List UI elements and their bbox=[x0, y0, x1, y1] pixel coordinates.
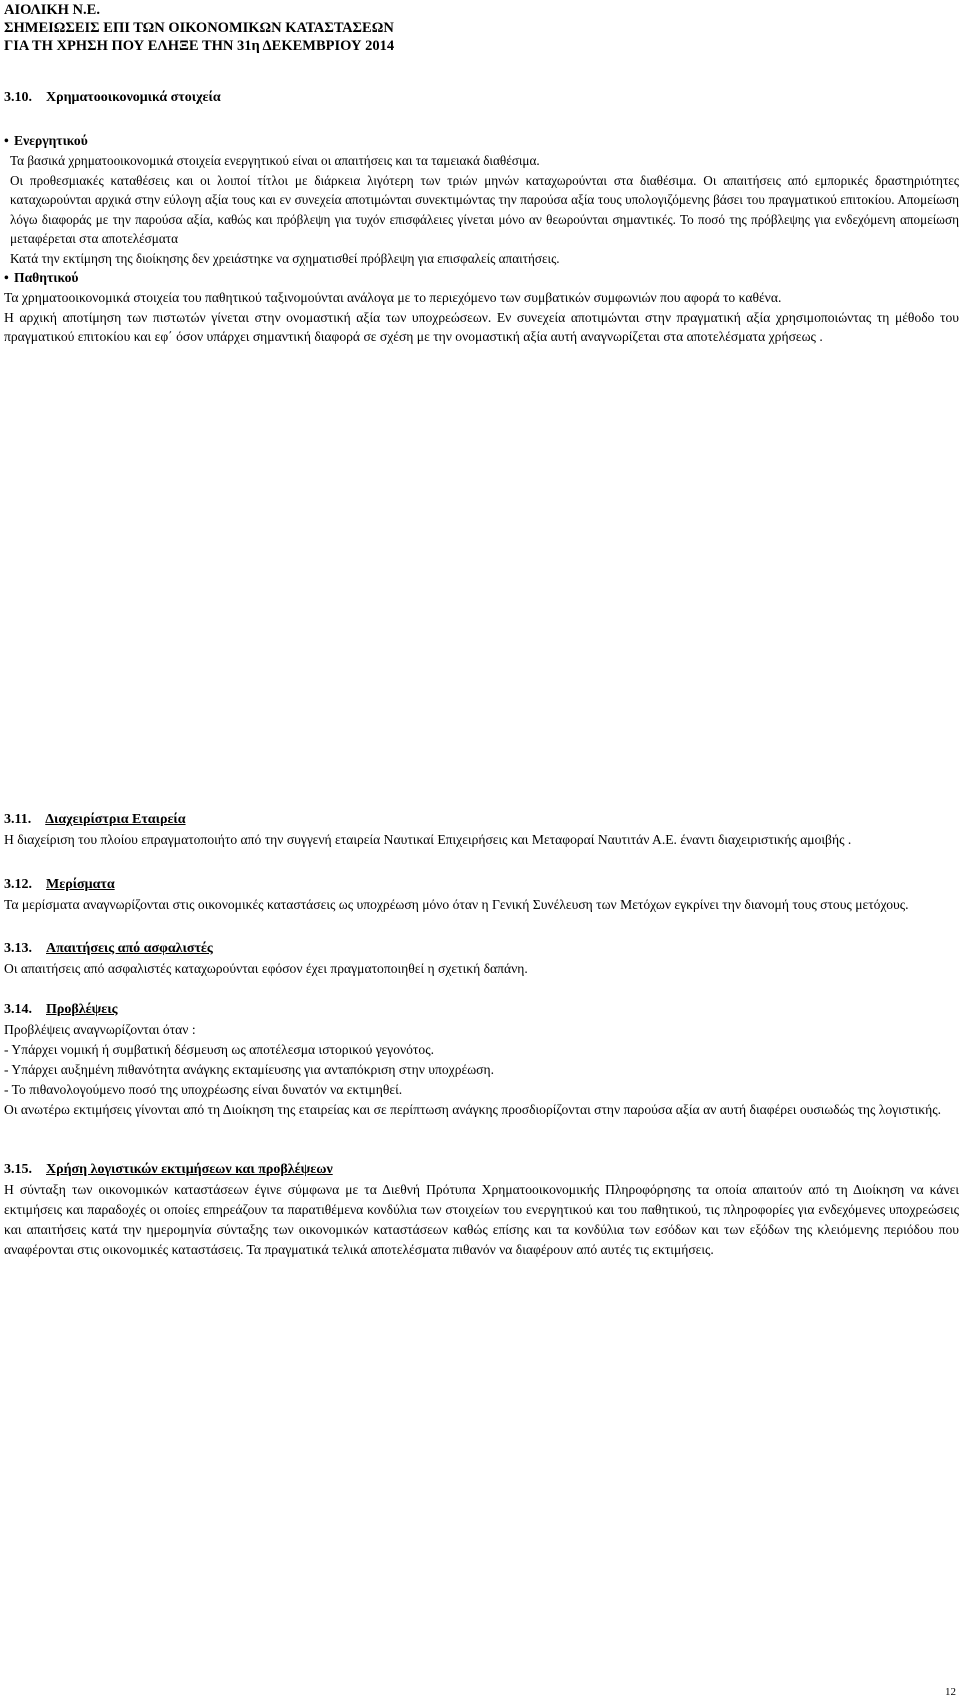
liabilities-heading-label: Παθητικού bbox=[14, 270, 79, 285]
section-heading bbox=[4, 88, 959, 108]
section-3-14 bbox=[4, 1000, 959, 1120]
liabilities-heading bbox=[4, 268, 959, 288]
assets-heading-label: Ενεργητικού bbox=[14, 133, 88, 148]
paragraph: Η σύνταξη των οικονομικών καταστάσεων έγινε σύμφωνα με τα Διεθνή Πρότυπα Χρηματοοικονομικής Πληροφόρησης τα οποία απαιτούν από τη Διοίκηση να κάνει εκτιμήσεις και παραδοχές οι οποίες επηρεάζουν τα παρατιθέμενα κονδύλια των στοιχείων του ενεργητικού και του παθητικού, τις πληροφορίες για ενδεχόμενες υποχρεώσεις και απαιτήσεις κατά την ημερομηνία σύνταξης των οικονομικών καταστάσεων καθώς επίσης και τα κονδύλια των εσόδων και των εξόδων της κλειόμενης περιόδου που αναφέρονται στις οικονομικές καταστάσεις. Τα πραγματικά τελικά αποτελέσματα πιθανόν να διαφέρουν από αυτές τις εκτιμήσεις. bbox=[4, 1182, 959, 1257]
section-heading bbox=[4, 939, 959, 959]
document-period: ΓΙΑ ΤΗ ΧΡΗΣΗ ΠΟΥ ΕΛΗΞΕ ΤΗΝ 31η ΔΕΚΕΜΒΡΙΟΥ 2014 bbox=[4, 38, 395, 54]
section-heading bbox=[4, 875, 959, 895]
section-3-10 bbox=[4, 88, 959, 108]
paragraph: Τα χρηματοοικονομικά στοιχεία του παθητικού ταξινομούνται ανάλογα με το περιεχόμενο των συμβατικών συμφωνιών που αφορά το καθένα. bbox=[4, 290, 782, 305]
paragraph: Οι προθεσμιακές καταθέσεις και οι λοιποί τίτλοι με διάρκεια λιγότερη των τριών μηνών καταχωρούνται στα διαθέσιμα. Οι απαιτήσεις από εμπορικές δραστηριότητες καταχωρούνται αρχικά στην εύλογη αξία τους και εν συνεχεία αποτιμώνται συνεκτιμώντας την παρούσα αξία τους υπολογιζόμενης βάσει του πραγματικού επιτοκίου. Απομείωση λόγω διαφοράς με την παρούσα αξία, καθώς και πρόβλεψη για τυχόν επισφάλειες γίνεται μόνο αν θεωρούνται σημαντικές. Το ποσό της πρόβλεψης για ενδεχόμενη απομείωση μεταφέρεται στα αποτελέσματα bbox=[10, 172, 959, 246]
list-intro: Προβλέψεις αναγνωρίζονται όταν : bbox=[4, 1022, 196, 1037]
section-number: 3.14. bbox=[4, 1002, 32, 1017]
section-3-15 bbox=[4, 1160, 959, 1260]
section-heading bbox=[4, 810, 959, 830]
document-title: ΣΗΜΕΙΩΣΕΙΣ ΕΠΙ ΤΩΝ ΟΙΚΟΝΟΜΙΚΩΝ ΚΑΤΑΣΤΑΣΕΩΝ bbox=[4, 20, 394, 36]
section-title: Μερίσματα bbox=[46, 877, 115, 892]
list-item: - Υπάρχει αυξημένη πιθανότητα ανάγκης εκταμίευσης για ανταπόκριση στην υποχρέωση. bbox=[4, 1062, 494, 1077]
section-heading bbox=[4, 1160, 959, 1180]
section-3-13 bbox=[4, 939, 959, 979]
section-title: Απαιτήσεις από ασφαλιστές bbox=[46, 941, 213, 956]
section-title: Χρήση λογιστικών εκτιμήσεων και προβλέψεων bbox=[46, 1162, 333, 1177]
paragraph: Η διαχείριση του πλοίου επραγματοποιήτο από την συγγενή εταιρεία Ναυτικαί Επιχειρήσεις και Μεταφοραί Ναυτιτάν Α.Ε. έναντι διαχειριστικής αμοιβής . bbox=[4, 832, 852, 847]
paragraph: Οι ανωτέρω εκτιμήσεις γίνονται από τη Διοίκηση της εταιρείας και σε περίπτωση ανάγκης προσδιορίζονται στην παρούσα αξία αν αυτή διαφέρει ουσιωδώς της λογιστικής. bbox=[4, 1102, 942, 1117]
section-number: 3.12. bbox=[4, 877, 32, 892]
list-item: - Το πιθανολογούμενο ποσό της υποχρέωσης είναι δυνατόν να εκτιμηθεί. bbox=[4, 1082, 403, 1097]
section-number: 3.15. bbox=[4, 1162, 32, 1177]
paragraph: Οι απαιτήσεις από ασφαλιστές καταχωρούνται εφόσον έχει πραγματοποιηθεί η σχετική δαπάνη. bbox=[4, 961, 528, 976]
assets-heading bbox=[4, 131, 959, 151]
section-number: 3.11. bbox=[4, 812, 32, 827]
section-number: 3.10. bbox=[4, 90, 32, 105]
section-title: Προβλέψεις bbox=[46, 1002, 118, 1017]
page-number: 12 bbox=[945, 1686, 956, 1698]
company-name: ΑΙΟΛΙΚΗ Ν.Ε. bbox=[4, 2, 100, 18]
assets-subsection bbox=[4, 131, 959, 347]
section-3-12 bbox=[4, 875, 959, 915]
list-item: - Υπάρχει νομική ή συμβατική δέσμευση ως αποτέλεσμα ιστορικού γεγονότος. bbox=[4, 1042, 434, 1057]
section-title: Διαχειρίστρια Εταιρεία bbox=[45, 812, 186, 827]
section-3-11 bbox=[4, 810, 959, 850]
section-title: Χρηματοοικονομικά στοιχεία bbox=[46, 90, 221, 105]
paragraph: Τα βασικά χρηματοοικονομικά στοιχεία ενεργητικού είναι οι απαιτήσεις και τα ταμειακά διαθέσιμα. bbox=[10, 153, 540, 168]
paragraph: Κατά την εκτίμηση της διοίκησης δεν χρειάστηκε να σχηματισθεί πρόβλεψη για επισφαλείς απαιτήσεις. bbox=[10, 250, 560, 266]
section-heading bbox=[4, 1000, 959, 1020]
paragraph: Τα μερίσματα αναγνωρίζονται στις οικονομικές καταστάσεις ως υποχρέωση μόνο όταν η Γενική Συνέλευση των Μετόχων εγκρίνει την διανομή τους στους μετόχους. bbox=[4, 897, 909, 912]
section-number: 3.13. bbox=[4, 941, 32, 956]
bullet-icon: • bbox=[4, 133, 9, 148]
paragraph: Η αρχική αποτίμηση των πιστωτών γίνεται στην ονομαστική αξία των υποχρεώσεων. Εν συνεχεία αποτιμώνται στην πραγματική αξία χρησιμοποιώντας τη μέθοδο του πραγματικού επιτοκίου και εφ΄ όσον υπάρχει σημαντική διαφορά σε σχέση με την ονομαστική αξία αυτή αναγνωρίζεται στα αποτελέσματα χρήσεως . bbox=[4, 309, 959, 344]
bullet-icon: • bbox=[4, 270, 9, 285]
